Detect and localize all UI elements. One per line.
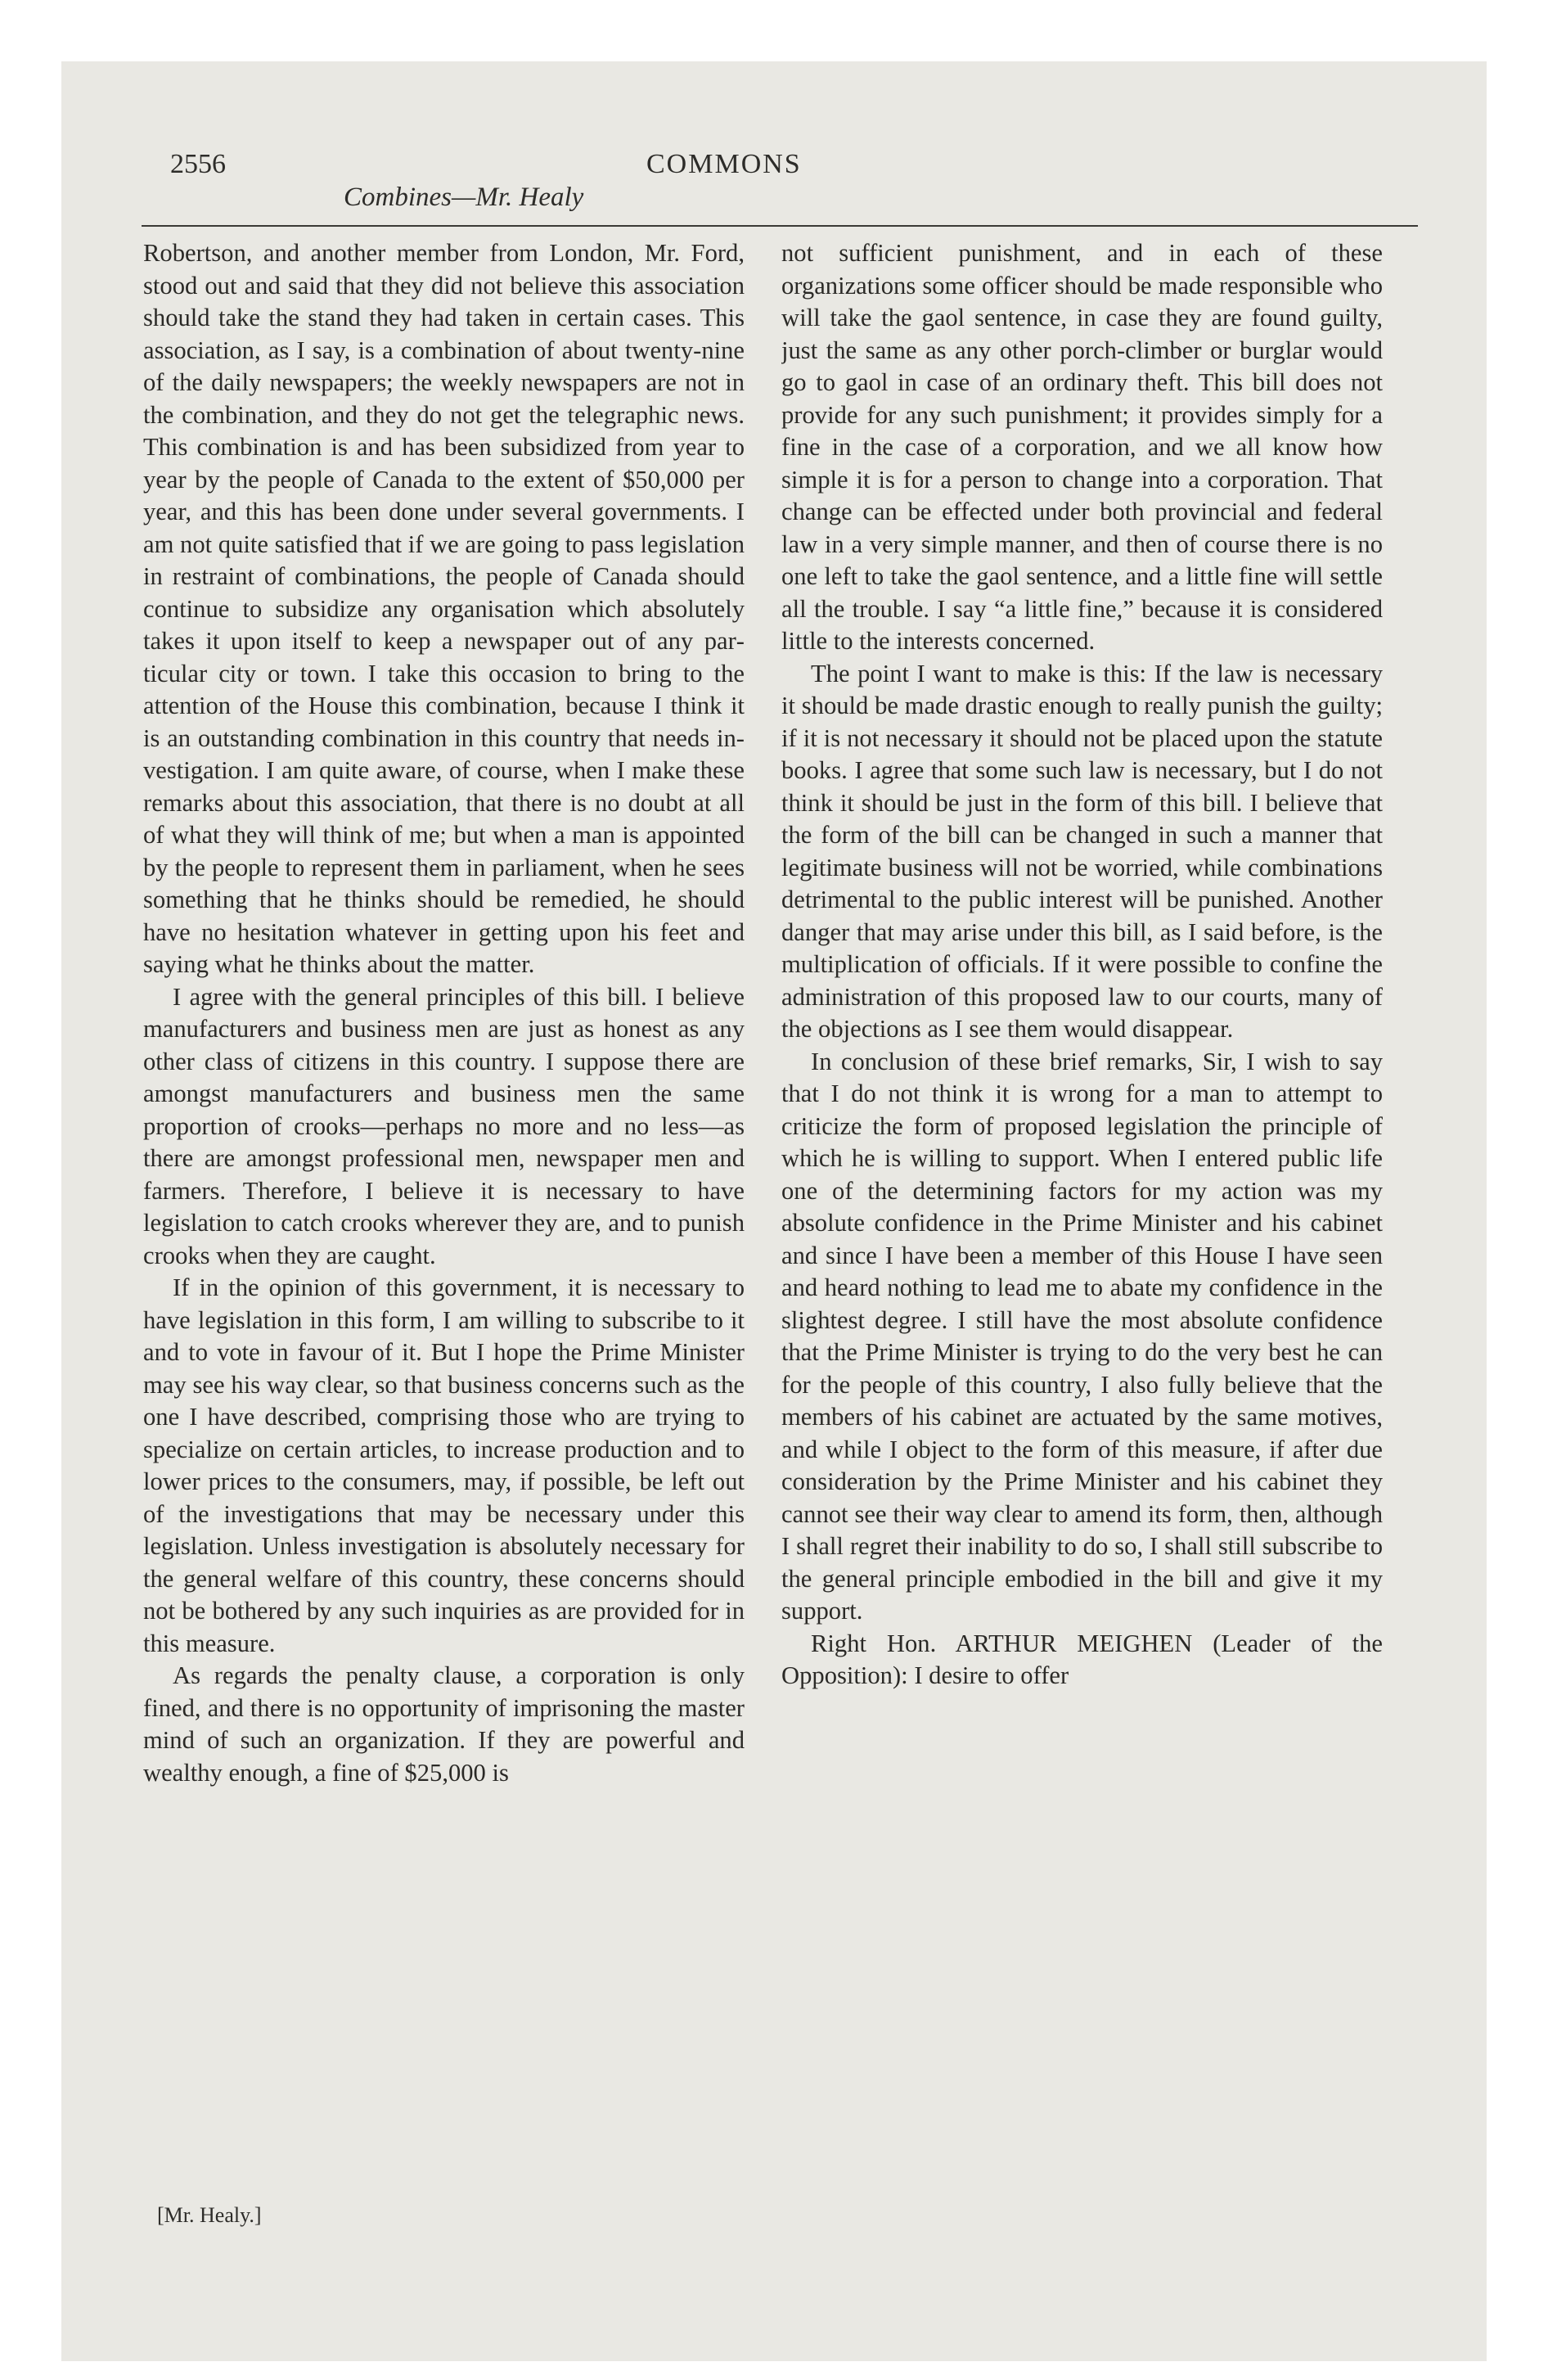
left-column (143, 237, 745, 2161)
running-head: COMMONS (646, 149, 802, 179)
paragraph: Right Hon. ARTHUR MEIGHEN (Leader of the Opposition): I desire to offer (781, 1629, 1383, 1689)
paragraph: In conclusion of these brief remarks, Sir, I wish to say that I do not think it is wrong for a man to attempt to criticize the form of proposed legislation the principle of which he is willing to support. When I entered public life one of the determining factors for my action was my absolute confidence in the Prime Minister and his cabinet and since I have been a member of this House I have seen and heard nothing to lead me to abate my confidence in the slightest degree. I still have the most absolute confidence that the Prime Minister is trying to do the very best he can for the people of this country, I also fully believe that the members of his cabinet are actuated by the same motives, and while I object to the form of this measure, if after due consideration by the Prime Minister and his cabinet they cannot see their way clear to amend its form, then, although I shall regret their inability to do so, I shall still subscribe to the general principle embodied in the bill and give it my support. (781, 1047, 1383, 1625)
paragraph: The point I want to make is this: If the law is necessary it should be made drastic enough to really punish the guilty; if it is not necessary it should not be placed upon the statute books. I agree that some such law is necessary, but I do not think it should be just in the form of this bill. I believe that the form of the bill can be changed in such a manner that legitimate business will not be worried, while combinations detrimental to the public interest will be punished. Another danger that may arise under this bill, as I said before, is the multiplication of officials. If it were possible to confine the administration of this proposed law to our courts, many of the objections as I see them would disappear. (781, 659, 1383, 1043)
paragraph: not sufficient punishment, and in each of these organizations some officer should be made responsible who will take the gaol sentence, in case they are found guilty, just the same as any other porch-climber or burglar would go to gaol in case of an ordinary theft. This bill does not provide for any such punishment; it provides simply for a fine in the case of a corporation, and we all know how simple it is for a person to change into a corporation. That change can be effected under both provincial and federal law in a very simple manner, and then of course there is no one left to take the gaol sentence, and a little fine will settle all the trouble. I say “a little fine,” because it is considered little to the interests concerned. (781, 239, 1383, 655)
header-rule (142, 225, 1418, 227)
page-number: 2556 (170, 149, 226, 179)
speaker-note: [Mr. Healy.] (157, 2203, 262, 2227)
paragraph: If in the opinion of this government, it is necessary to have legislation in this form, I am willing to subscribe to it and to vote in favour of it. But I hope the Prime Minister may see his way clear, so that business concerns such as the one I have described, comprising those who are trying to specialize on certain articles, to increase production and to lower prices to the consumers, may, if possible, be left out of the investigations that may be necessary under this legislation. Unless investigation is absolutely necessary for the general welfare of this country, these concerns should not be bothered by any such inquiries as are provided for in this measure. (143, 1273, 745, 1657)
paragraph: Robertson, and another member from London, Mr. Ford, stood out and said that they did not believe this association should take the stand they had taken in certain cases. This association, as I say, is a combination of about twenty-nine of the daily newspapers; the weekly newspapers are not in the combination, and they do not get the telegraphic news. This combination is and has been subsidized from year to year by the people of Canada to the extent of $50,000 per year, and this has been done under several governments. I am not quite satisfied that if we are going to pass legislation in restraint of combinations, the people of Canada should continue to subsidize any organisation which absolutely takes it upon itself to keep a newspaper out of any particular city or town. I take this occasion to bring to the attention of the House this combination, because I think it is an outstanding combination in this country that needs investigation. I am quite aware, of course, when I make these remarks about this association, that there is no doubt at all of what they will think of me; but when a man is appointed by the people to represent them in parliament, when he sees something that he thinks should be remedied, he should have no hesitation whatever in getting upon his feet and saying what he thinks about the matter. (143, 239, 745, 978)
paragraph: I agree with the general principles of this bill. I believe manufacturers and business men are just as honest as any other class of citizens in this country. I suppose there are amongst manufacturers and business men the same proportion of crooks—perhaps no more and no less—as there are amongst professional men, newspaper men and farmers. Therefore, I believe it is necessary to have legislation to catch crooks wherever they are, and to punish crooks when they are caught. (143, 982, 745, 1269)
subject-head: Combines—Mr. Healy (344, 183, 584, 212)
paragraph: As regards the penalty clause, a corporation is only fined, and there is no opportunity of imprisoning the master mind of such an organization. If they are powerful and wealthy enough, a fine of $25,000 is (143, 1661, 745, 1787)
right-column (781, 237, 1383, 2161)
